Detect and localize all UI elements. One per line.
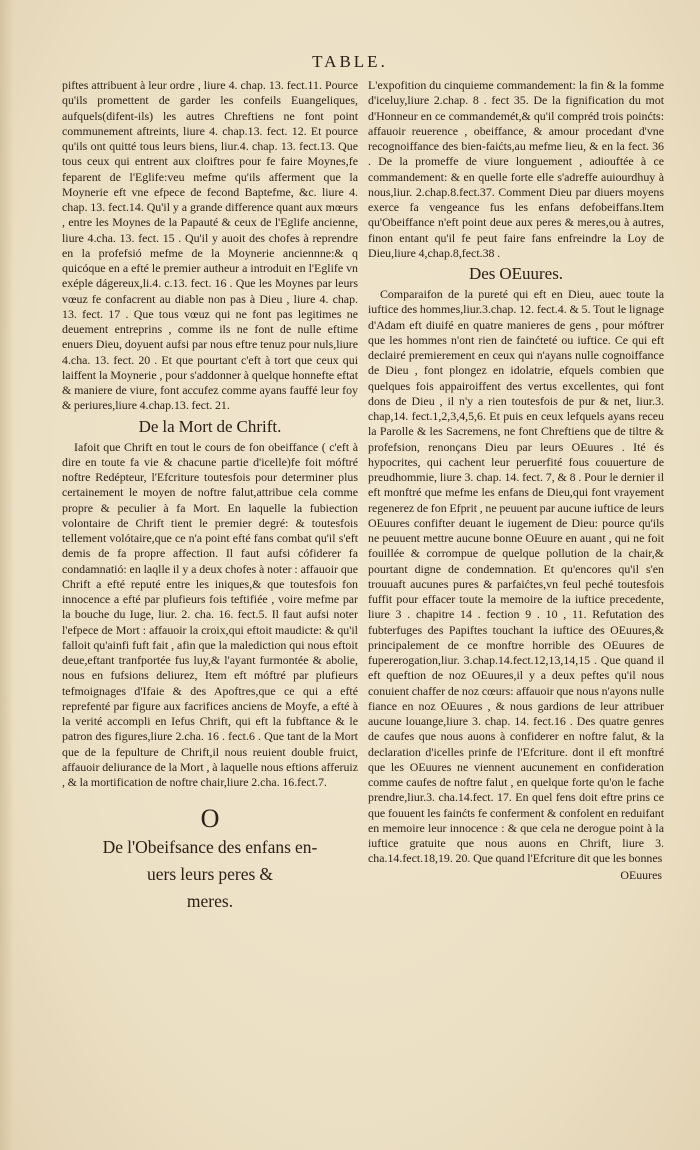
obeissance-heading-line: meres. [186, 891, 234, 912]
section-heading-obeissance [62, 834, 358, 915]
right-opening-paragraph: L'expofition du cinquieme commandement: la fin & la fomme d'iceluy,liure 2.chap. 8 . fect 35. De la fignification du mot d'Honneur en ce commandemét,& qu'il compréd trois poinćts: affauoir reuerence , obeiffance, & amour procedant d'vne recognoiffance des bien-faićts,au mefme lieu, & en la fect. 36 . De la promeffe de viure longuement , adiouftée à ce commandement: & en quelle forte elle s'adreffe auiourdhuy à nous,liur. 2.chap.8.fect.37. Comment Dieu par diuers moyens exerce fa vengeance fus les enfans defobeiffans.Item qu'Obeiffance n'eft point deue aux peres & meres,ou à autres, finon entant qu'il fe peut faire fans enfreindre la Loy de Dieu,liure 4,chap.8,fect.38 . [368, 78, 664, 260]
section-heading-des-oeuures: Des OEuures. [468, 264, 564, 283]
mort-de-christ-text: Iafoit que Chrift en tout le cours de fon obeiffance ( c'eft à dire en toute fa vie & chacune partie d'icelle)fe foit móftré noftre Redépteur, l'Efcriture toutesfois pour determiner plus certainement le moyen de noftre falut,attribue cela comme propre & peculier à fa Mort. En laquelle la fubiection volontaire de Chrift tient le premier degré: & toutesfois tellement volótaire,que ce n'a point efté fans combat qu'il s'eft demis de fa propre affection. Il faut aufsi cófiderer fa condamnatió: en laqlle il y a deux chofes à noter : affauoir que Chrift a efté reputé entre les iniques,& que toutesfois fon innocence a efté par plufieurs fois teftifiée , voire mefme par la bouche du Iuge, liur. 2. cha. 16. fect.5. Il faut aufsi noter l'efpece de Mort : affauoir la croix,qui eftoit maudicte: & qu'il falloit qu'ainfi fuft fait , afin que la malediction qui nous eftoit deue,eftant tranfportée fus luy,& l'ayant furmontée & abolie, nous en fufsions deliurez, Item eft móftré par plufieurs tefmoignages d'Ifaie & des Apoftres,que ce qui a efté reprefenté par figure aux facrifices anciens de Moyfe, a efté à la verité accompli en Iefus Chrift, qui eft la fubftance & le patron des figures,liure 2.cha. 16 . fect.6 . Que tant de la Mort que de la fepulture de Chrift,il nous reuient double fruict, affauoir deliurance de la Mort , à laquelle nous eftions afferuiz , & la mortification de noftre chair,liure 2.cha. 16.fect.7. [62, 439, 358, 789]
section-heading-mort-de-christ: De la Mort de Chrift. [138, 416, 282, 436]
right-column [368, 78, 664, 883]
page-gutter-shadow [0, 0, 14, 1150]
left-opening-paragraph: piftes attribuent à leur ordre , liure 4. chap. 13. fect.11. Pource qu'ils promettent de garder les confeils Euangeliques, aufquels(difent-ils) les autres Chreftiens ne font point communement aftreints, liure 4. chap.13. fect. 12. Et pource qu'ils ont quitté tous leurs biens, liur.4. chap. 13. fect.13. Que tous ceux qui entrent aux cloiftres pour fe faire Moynes,fe feparent de l'Eglife:veu mefme qu'ils afferment que la Moynerie eft vne efpece de fecond Baptefme, &c. liure 4. chap. 13. fect.14. Qu'il y a grande difference quant aux mœurs , entre les Moynes de la Papauté & ceux de l'Eglife ancienne, liure 4.cha. 13. fect. 15 . Qu'il y auoit des chofes à reprendre en la profefsió mefme de la Moynerie anciennne:& q quicóque en a efté le premier autheur a introduit en l'Eglife vn exéple dágereux,li.4. c.13. fect. 16 . Que les Moynes par leurs vœuz fe confacrent au diable non pas à Dieu , liure 4. chap. 13. fect. 17 . Que tous vœuz qui ne font pas legitimes ne deuement entreprins , comme ils ne font de nulle eftime enuers Dieu, doyuent aufsi par nous eftre tenuz pour nuls,liure 4.cha. 13. fect. 20 . Et que pourtant c'eft à tort que ceux qui laiffent la Moynerie , pour s'addonner à quelque honnefte eftat & maniere de viure, font accufez comme ayans fauffé leur foy & periures,liure 4.chap.13. fect. 21. [62, 78, 358, 413]
left-column [62, 78, 358, 915]
ornamental-initial: O [200, 804, 220, 834]
running-title: TABLE. [312, 52, 388, 71]
catchword: OEuures [620, 867, 662, 882]
des-oeuures-text: Comparaifon de la pureté qui eft en Dieu, auec toute la iuftice des hommes,liur.3.chap. 12. fect.4. & 5. Tout le lignage d'Adam eft diuifé en quatre manieres de gens , pour móftrer que les hommes n'ont rien de fainćteté ou iuftice. Ce qui eft declairé premierement en ceux qui n'ayans nulle cognoiffance de Dieu , font plongez en idolatrie, efquels combien que quelques fois appairoiffent des vertus excellentes, qui font dons de Dieu , il n'y a rien toutesfois de pur & net, liur.3. chap,14. fect.1,2,3,4,5,6. Et puis en ceux lefquels ayans receu la Parolle & les Sacremens, ne font Chreftiens que de tiltre & profefsion, renonçans Dieu par leurs OEuures . Ité és hypocrites, qui cachent leur peruerfité fous couuerture de preudhommie, liure 3. chap. 14. fect. 7, & 8 . Pour le dernier il eft monftré que mefme les enfans de Dieu,qui font vrayement regenerez de fon Efprit , ne peuuent par aucune iuftice de leurs OEuures confifter deuant le iugement de Dieu: pource qu'ils ne peuuent mettre aucune bonne OEuure en auant , qui ne foit fouillée & corrompue de quelque pollution de la chair,& pourtant digne de condemnation. Et qu'encores qu'il s'en trouuaft aucunes pures & parfaićtes,vn feul peché toutesfois fuffit pour effacer toute la memoire de la iuftice precedente, liure 3 . chapitre 14 . fection 9 . 10 , 11. Refutation des fubterfuges des Papiftes touchant la iuftice des OEuures,& principalement de ce monftre horrible des OEuures de fupererogation,liur. 3.chap.14.fect.12,13,14,15 . Que quand il eft queftion de noz OEuures,il y a deux peftes qu'il nous conuient chaffer de noz cœurs: affauoir que nous n'ayons nulle fiance en noz OEuures , & nous gardions de leur attribuer aucune louange,liure 3. chap. 14. fect.16 . Des quatre genres de caufes que nous auons à confiderer en noftre falut, & la declaration d'icelles prinfe de l'Efcriture. dont il eft monftré que les OEuures ne viennent aucunement en confideration comme caufes de noftre falut , en quelque forte qu'on le fache prendre,liur.3. cha.14.fect. 17. En quel fens doit eftre prins ce que fouuent les fainćts fe conferment & confolent en reduifant en memoire leur innocence : & que cela ne derogue point à la iuftice gratuite que nous auons en Chrift, liure 3. cha.14.fect.18,19. 20. Que quand l'Efcriture dit que les bonnes [368, 287, 664, 866]
obeissance-heading-line: De l'Obeifsance des enfans en- [102, 837, 318, 858]
obeissance-heading-line: uers leurs peres & [147, 864, 273, 885]
